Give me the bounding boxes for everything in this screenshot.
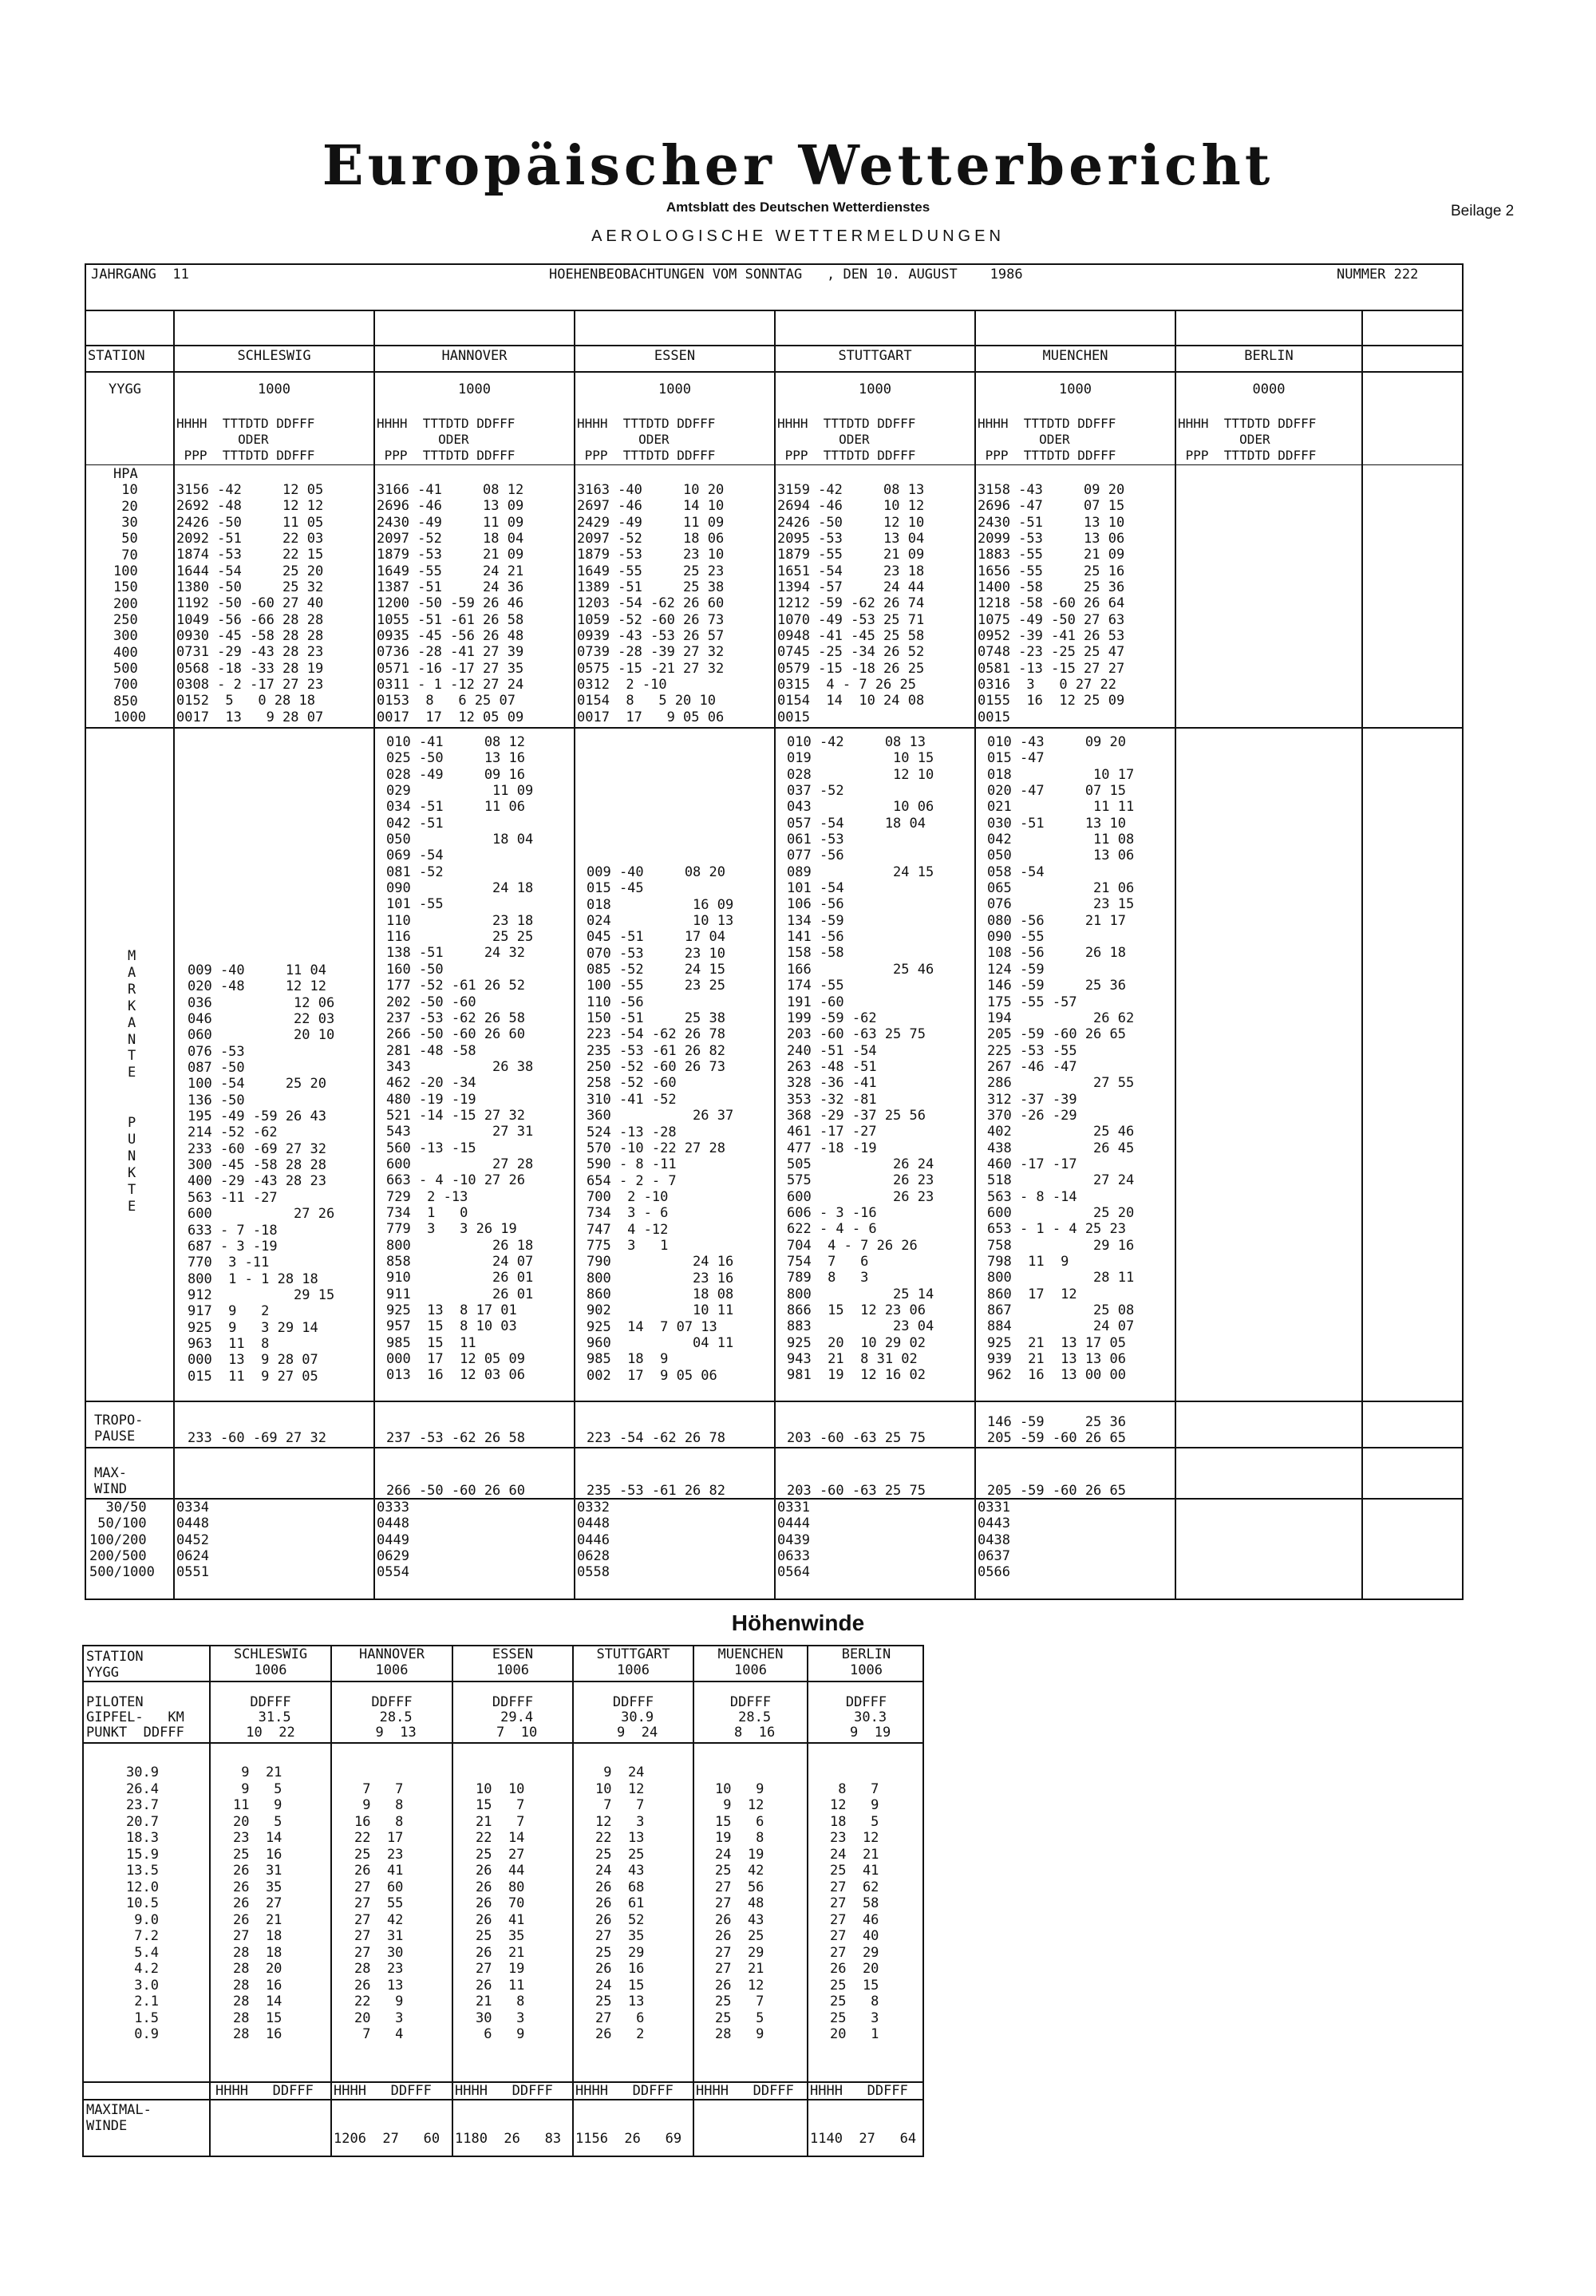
tropopause-schleswig: 233 -60 -69 27 32 [188, 1430, 326, 1446]
marked-points-stuttgart: 010 -42 08 13 019 10 15 028 12 10 037 -52 043 10 06 057 -54 18 04 061 -53 077 -56 089 24 15 101 -54 106 -56 134 -59 141 -56 158 -58 166 25 46 174 -55 191 -60 199 -59 -62 203 -60 -63 25 75 240 -51 -54 263 -48 -51 328 -36 -41 353 -32 -81 368 -29 -37 25 56 461 -17 -27 477 -18 -19 505 26 24 575 26 23 600 26 23 606 - 3 -16 622 - 4 - 6 704 4 - 7 26 26 754 7 6 789 8 3 800 25 14 866 15 12 23 06 883 23 04 925 20 10 29 02 943 21 8 31 02 981 19 12 16 02 [787, 734, 934, 1384]
yygg-label: YYGG [109, 381, 141, 397]
pilot-schleswig: DDFFF 31.5 10 22 [246, 1694, 295, 1741]
column-header: HHHH TTTDTD DDFFF ODER PPP TTTDTD DDFFF [377, 416, 516, 463]
maxwind-hannover: 266 -50 -60 26 60 [386, 1483, 525, 1499]
main-table-column-rule [774, 310, 776, 1600]
maximal-winde-label: MAXIMAL- WINDE [86, 2102, 152, 2134]
thickness-schleswig: 0334 0448 0452 0624 0551 [176, 1500, 209, 1581]
tropopause-hannover: 237 -53 -62 26 58 [386, 1430, 525, 1446]
hw-station-name: BERLIN [841, 1646, 891, 1662]
marked-points-hannover: 010 -41 08 12 025 -50 13 16 028 -49 09 16 029 11 09 034 -51 11 06 042 -51 050 18 04 069 -54 081 -52 090 24 18 101 -55 110 23 18 116 25 25 138 -51 24 32 160 -50 177 -52 -61 26 52 202 -50 -60 237 -53 -62 26 58 266 -50 -60 26 60 281 -48 -58 343 26 38 462 -20 -34 480 -19 -19 521 -14 -15 27 32 543 27 31 560 -13 -15 600 27 28 663 - 4 -10 27 26 729 2 -13 734 1 0 779 3 3 26 19 800 26 18 858 24 07 910 26 01 911 26 01 925 13 8 17 01 957 15 8 10 03 985 15 11 000 17 12 05 09 013 16 12 03 06 [386, 734, 534, 1384]
standard-levels-essen: 3163 -40 10 20 2697 -46 14 10 2429 -49 11 09 2097 -52 18 06 1879 -53 23 10 1649 -55 25 23 1389 -51 25 38 1203 -54 -62 26 60 1059 -52 -60 26 73 0939 -43 -53 26 57 0739 -28 -39 27 32 0575 -15 -21 27 32 0312 2 -10 0154 8 5 20 10 0017 17 9 05 06 [577, 482, 725, 725]
station-yygg: 1000 [1059, 381, 1092, 397]
hw-column-header: HHHH DDFFF [215, 2083, 314, 2099]
hw-column-header: HHHH DDFFF [334, 2083, 432, 2099]
station-yygg: 1000 [859, 381, 891, 397]
jahrgang: JAHRGANG 11 [91, 267, 189, 283]
hoehenwinde-title: Höhenwinde [731, 1610, 865, 1635]
hw-station-yygg: 1006 [496, 1662, 529, 1678]
station-yygg: 1000 [258, 381, 290, 397]
hw-station-name: STUTTGART [596, 1646, 670, 1662]
hw-winds-berlin: 8 7 12 9 18 5 23 12 24 21 25 41 27 62 27 58 27 46 27 40 27 29 26 20 25 15 25 8 25 3 20 1 [830, 1780, 879, 2042]
pilot-stuttgart: DDFFF 30.9 9 24 [612, 1694, 658, 1741]
maxwind-essen: 235 -53 -61 26 82 [587, 1483, 725, 1499]
station-yygg: 0000 [1252, 381, 1286, 397]
pilot-label: PILOTEN GIPFEL- KM PUNKT DDFFF [86, 1694, 184, 1741]
hpa-levels: HPA 10 20 30 50 70 100 150 200 250 300 400 500 700 850 1000 [113, 466, 146, 726]
tropopause-essen: 223 -54 -62 26 78 [587, 1430, 725, 1446]
tropopause-stuttgart: 203 -60 -63 25 75 [787, 1430, 926, 1446]
marked-points-essen: 009 -40 08 20 015 -45 018 16 09 024 10 13 045 -51 17 04 070 -53 23 10 085 -52 24 15 100 -55 23 25 110 -56 150 -51 25 38 223 -54 -62 26 78 235 -53 -61 26 82 250 -52 -60 26 73 258 -52 -60 310 -41 -52 360 26 37 524 -13 -28 570 -10 -22 27 28 590 - 8 -11 654 - 2 - 7 700 2 -10 734 3 - 6 747 4 -12 775 3 1 790 24 16 800 23 16 860 18 08 902 10 11 925 14 7 07 13 960 04 11 985 18 9 002 17 9 05 06 [587, 864, 734, 1384]
issue-number: NUMMER 222 [1337, 267, 1419, 283]
hw-column-header: HHHH DDFFF [455, 2083, 553, 2099]
station-label: STATION [88, 348, 145, 364]
main-table-column-rule [974, 310, 976, 1600]
column-header: HHHH TTTDTD DDFFF ODER PPP TTTDTD DDFFF [777, 416, 916, 463]
hw-column-header: HHHH DDFFF [696, 2083, 794, 2099]
station-name: SCHLESWIG [237, 348, 311, 364]
marked-points-schleswig: 009 -40 11 04 020 -48 12 12 036 12 06 046 22 03 060 20 10 076 -53 087 -50 100 -54 25 20 136 -50 195 -49 -59 26 43 214 -52 -62 233 -60 -69 27 32 300 -45 -58 28 28 400 -29 -43 28 23 563 -11 -27 600 27 26 633 - 7 -18 687 - 3 -19 770 3 -11 800 1 - 1 28 18 912 29 15 917 9 2 925 9 3 29 14 963 11 8 000 13 9 28 07 015 11 9 27 05 [188, 962, 335, 1385]
tropopause-muenchen: 146 -59 25 36 205 -59 -60 26 65 [987, 1414, 1126, 1446]
station-yygg: 1000 [658, 381, 691, 397]
hoehenwinde-station-label: STATION YYGG [86, 1649, 144, 1681]
station-yygg: 1000 [458, 381, 491, 397]
tropopause-label: TROPO- PAUSE [94, 1413, 144, 1444]
station-name: STUTTGART [838, 348, 912, 364]
standard-levels-schleswig: 3156 -42 12 05 2692 -48 12 12 2426 -50 11 05 2092 -51 22 03 1874 -53 22 15 1644 -54 25 20 1380 -50 25 32 1192 -50 -60 27 40 1049 -56 -66 28 28 0930 -45 -58 28 28 0731 -29 -43 28 23 0568 -18 -33 28 19 0308 - 2 -17 27 23 0152 5 0 28 18 0017 13 9 28 07 [176, 482, 324, 725]
marked-points-label: M A R K A N T E P U N K T E [128, 948, 136, 1215]
main-table-column-rule [373, 310, 375, 1600]
marked-points-muenchen: 010 -43 09 20 015 -47 018 10 17 020 -47 07 15 021 11 11 030 -51 13 10 042 11 08 050 13 06 058 -54 065 21 06 076 23 15 080 -56 21 17 090 -55 108 -56 26 18 124 -59 146 -59 25 36 175 -55 -57 194 26 62 205 -59 -60 26 65 225 -53 -55 267 -46 -47 286 27 55 312 -37 -39 370 -26 -29 402 25 46 438 26 45 460 -17 -17 518 27 24 563 - 8 -14 600 25 20 653 - 1 - 4 25 23 758 29 16 798 11 9 800 28 11 860 17 12 867 25 08 884 24 07 925 21 13 17 05 939 21 13 13 06 962 16 13 00 00 [987, 734, 1135, 1384]
hw-station-name: MUENCHEN [717, 1646, 784, 1662]
hw-winds-muenchen: 10 9 9 12 15 6 19 8 24 19 25 42 27 56 27 48 26 43 26 25 27 29 27 21 26 12 25 7 25 5 28 9 [715, 1780, 764, 2042]
hw-winds-essen: 10 10 15 7 21 7 22 14 25 27 26 44 26 80 26 70 26 41 25 35 26 21 27 19 26 11 21 8 30 3 6 9 [476, 1780, 525, 2042]
page-subtitle: Amtsblatt des Deutschen Wetterdienstes [666, 200, 930, 215]
hw-station-yygg: 1006 [617, 1662, 650, 1678]
maximal-berlin: 1140 27 64 [810, 2131, 917, 2147]
pilot-essen: DDFFF 29.4 7 10 [492, 1694, 538, 1741]
observation-date: HOEHENBEOBACHTUNGEN VOM SONNTAG , DEN 10. AUGUST 1986 [549, 267, 1023, 283]
standard-levels-stuttgart: 3159 -42 08 13 2694 -46 10 12 2426 -50 12 10 2095 -53 13 04 1879 -55 21 09 1651 -54 23 18 1394 -57 24 44 1212 -59 -62 26 74 1070 -49 -53 25 71 0948 -41 -45 25 58 0745 -25 -34 26 52 0579 -15 -18 26 25 0315 4 - 7 26 25 0154 14 10 24 08 0015 [777, 482, 925, 725]
hw-station-name: HANNOVER [359, 1646, 425, 1662]
hw-heights: 30.9 26.4 23.7 20.7 18.3 15.9 13.5 12.0 10.5 9.0 7.2 5.4 4.2 3.0 2.1 1.5 0.9 [126, 1764, 159, 2042]
station-name: BERLIN [1244, 348, 1294, 364]
thickness-stuttgart: 0331 0444 0439 0633 0564 [777, 1500, 810, 1581]
station-name: MUENCHEN [1042, 348, 1108, 364]
station-name: ESSEN [654, 348, 696, 364]
maxwind-label: MAX- WIND [94, 1465, 127, 1497]
hw-winds-stuttgart: 9 24 10 12 7 7 12 3 22 13 25 25 24 43 26 68 26 61 26 52 27 35 25 29 26 16 24 15 25 13 27 6 26 2 [595, 1764, 645, 2042]
standard-levels-hannover: 3166 -41 08 12 2696 -46 13 09 2430 -49 11 09 2097 -52 18 04 1879 -53 21 09 1649 -55 24 21 1387 -51 24 36 1200 -50 -59 26 46 1055 -51 -61 26 58 0935 -45 -56 26 48 0736 -28 -41 27 39 0571 -16 -17 27 35 0311 - 1 -12 27 24 0153 8 6 25 07 0017 17 12 05 09 [377, 482, 524, 725]
hw-station-yygg: 1006 [375, 1662, 409, 1678]
hw-station-yygg: 1006 [254, 1662, 287, 1678]
standard-levels-muenchen: 3158 -43 09 20 2696 -47 07 15 2430 -51 13 10 2099 -53 13 06 1883 -55 21 09 1656 -55 25 16 1400 -58 25 36 1218 -58 -60 26 64 1075 -49 -50 27 63 0952 -39 -41 26 53 0748 -23 -25 25 47 0581 -13 -15 27 27 0316 3 0 27 22 0155 16 12 25 09 0015 [978, 482, 1125, 725]
hw-station-name: ESSEN [492, 1646, 534, 1662]
hw-column-header: HHHH DDFFF [810, 2083, 908, 2099]
hw-winds-schleswig: 9 21 9 5 11 9 20 5 23 14 25 16 26 31 26 35 26 27 26 21 27 18 28 18 28 20 28 16 28 14 28 15 28 16 [233, 1764, 282, 2042]
hw-winds-hannover: 7 7 9 8 16 8 22 17 25 23 26 41 27 60 27 55 27 42 27 31 27 30 28 23 26 13 22 9 20 3 7 4 [354, 1780, 404, 2042]
maximal-essen: 1180 26 83 [455, 2131, 562, 2147]
hw-station-yygg: 1006 [734, 1662, 767, 1678]
column-header: HHHH TTTDTD DDFFF ODER PPP TTTDTD DDFFF [978, 416, 1116, 463]
thickness-hannover: 0333 0448 0449 0629 0554 [377, 1500, 409, 1581]
main-table-column-rule [574, 310, 575, 1600]
supplement-label: Beilage 2 [1451, 203, 1515, 219]
hw-station-yygg: 1006 [850, 1662, 883, 1678]
thickness-muenchen: 0331 0443 0438 0637 0566 [978, 1500, 1010, 1581]
maxwind-stuttgart: 203 -60 -63 25 75 [787, 1483, 926, 1499]
main-table-column-rule [1175, 310, 1176, 1600]
maximal-stuttgart: 1156 26 69 [575, 2131, 682, 2147]
column-header: HHHH TTTDTD DDFFF ODER PPP TTTDTD DDFFF [176, 416, 315, 463]
thickness-labels: 30/50 50/100 100/200 200/500 500/1000 [89, 1500, 155, 1581]
pilot-muenchen: DDFFF 28.5 8 16 [729, 1694, 776, 1741]
hw-column-header: HHHH DDFFF [575, 2083, 674, 2099]
pilot-hannover: DDFFF 28.5 9 13 [371, 1694, 417, 1741]
thickness-essen: 0332 0448 0446 0628 0558 [577, 1500, 610, 1581]
station-name: HANNOVER [441, 348, 508, 364]
main-table-column-rule [1361, 310, 1363, 1600]
column-header: HHHH TTTDTD DDFFF ODER PPP TTTDTD DDFFF [1178, 416, 1317, 463]
page-title: Europäischer Wetterbericht [322, 134, 1274, 198]
hw-station-name: SCHLESWIG [233, 1646, 308, 1662]
column-header: HHHH TTTDTD DDFFF ODER PPP TTTDTD DDFFF [577, 416, 716, 463]
section-heading: AEROLOGISCHE WETTERMELDUNGEN [591, 227, 1005, 245]
main-table-column-rule [173, 310, 175, 1600]
pilot-berlin: DDFFF 30.3 9 19 [845, 1694, 891, 1741]
maxwind-muenchen: 205 -59 -60 26 65 [987, 1483, 1126, 1499]
maximal-hannover: 1206 27 60 [334, 2131, 440, 2147]
